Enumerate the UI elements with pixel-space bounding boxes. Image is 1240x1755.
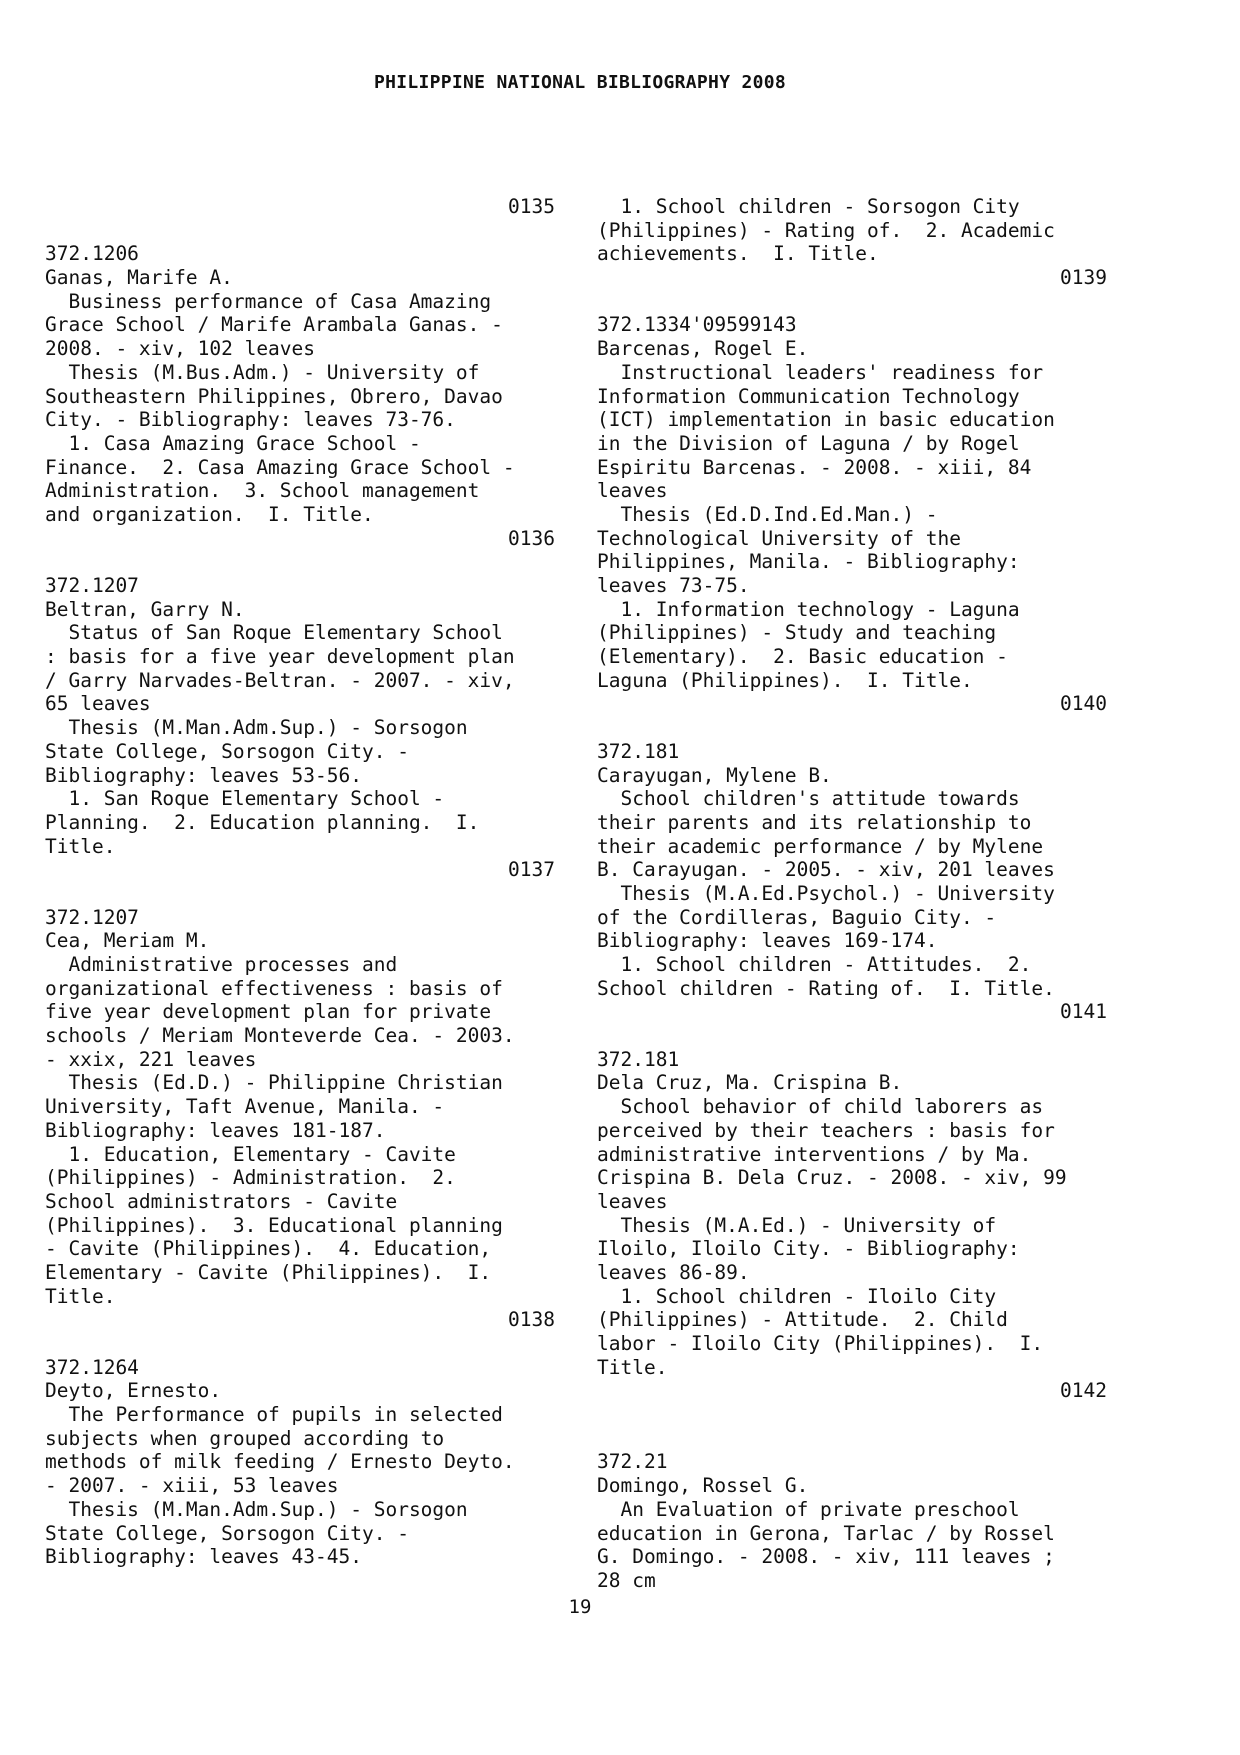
- entry-number: 0140: [1060, 692, 1107, 716]
- text-line: [45, 1332, 557, 1356]
- text-line: Thesis (M.Man.Adm.Sup.) - Sorsogon: [45, 716, 468, 740]
- text-line: Technological University of the: [597, 526, 961, 550]
- text-line: City. - Bibliography: leaves 73-76.: [45, 408, 456, 432]
- text-line: leaves 73-75.: [597, 574, 750, 597]
- text-line: 372.1334'09599143: [597, 313, 797, 337]
- text-line: Beltran, Garry N.: [45, 597, 245, 621]
- text-line: Administrative processes and: [45, 953, 398, 976]
- text-line: Business performance of Casa Amazing: [45, 289, 492, 313]
- text-line: Finance. 2. Casa Amazing Grace School -: [45, 455, 515, 479]
- text-line: 372.21: [597, 1450, 668, 1474]
- text-line: - 2007. - xiii, 53 leaves: [45, 1474, 339, 1498]
- text-line: their parents and its relationship to: [597, 810, 1032, 834]
- text-line: methods of milk feeding / Ernesto Deyto.: [45, 1450, 515, 1474]
- text-line: Title.: [45, 834, 116, 858]
- text-line: Status of San Roque Elementary School: [45, 621, 503, 645]
- text-line: 1. Education, Elementary - Cavite: [45, 1142, 456, 1166]
- text-line: labor - Iloilo City (Philippines). I.: [597, 1332, 1044, 1355]
- text-line: The Performance of pupils in selected: [45, 1403, 503, 1427]
- text-line: (Philippines) - Administration. 2.: [45, 1166, 456, 1190]
- text-line: Iloilo, Iloilo City. - Bibliography:: [597, 1237, 1020, 1261]
- text-line: 2008. - xiv, 102 leaves: [45, 337, 316, 361]
- text-line: 372.1206: [45, 242, 139, 266]
- text-line: Laguna (Philippines). I. Title.: [597, 668, 973, 692]
- entry-number: 0135: [508, 195, 555, 218]
- text-line: Thesis (Ed.D.Ind.Ed.Man.) -: [597, 502, 938, 526]
- text-line: Espiritu Barcenas. - 2008. - xiii, 84: [597, 455, 1032, 479]
- text-line: 372.181: [597, 1047, 680, 1071]
- text-line: Administration. 3. School management: [45, 479, 480, 503]
- text-line: Information Communication Technology: [597, 384, 1020, 408]
- text-line: Bibliography: leaves 169-174.: [597, 929, 938, 953]
- text-line: organizational effectiveness : basis of: [45, 976, 503, 1000]
- text-line: 372.181: [597, 739, 680, 763]
- right-column: [597, 195, 1109, 1593]
- text-line: 1. San Roque Elementary School -: [45, 787, 445, 811]
- entry-number: 0141: [1060, 1000, 1107, 1024]
- text-line: 1. School children - Sorsogon City: [597, 195, 1020, 218]
- text-line: Grace School / Marife Arambala Ganas. -: [45, 313, 503, 337]
- text-line: : basis for a five year development plan: [45, 645, 515, 669]
- text-line: (ICT) implementation in basic education: [597, 408, 1055, 432]
- text-line: Crispina B. Dela Cruz. - 2008. - xiv, 99: [597, 1166, 1067, 1190]
- text-line: Dela Cruz, Ma. Crispina B.: [597, 1071, 903, 1095]
- text-line: their academic performance / by Mylene: [597, 834, 1044, 858]
- text-line: (Philippines) - Attitude. 2. Child: [597, 1308, 1008, 1332]
- text-line: Cea, Meriam M.: [45, 929, 210, 953]
- text-line: [597, 1427, 1109, 1451]
- text-line: - Cavite (Philippines). 4. Education,: [45, 1237, 492, 1261]
- left-column: [45, 195, 557, 1569]
- text-line: 1. Information technology - Laguna: [597, 597, 1020, 621]
- text-line: B. Carayugan. - 2005. - xiv, 201 leaves: [597, 858, 1055, 882]
- text-line: School administrators - Cavite: [45, 1189, 398, 1213]
- text-line: Thesis (Ed.D.) - Philippine Christian: [45, 1071, 503, 1095]
- text-line: [597, 716, 1109, 740]
- text-line: (Elementary). 2. Basic education -: [597, 645, 1008, 669]
- text-line: schools / Meriam Monteverde Cea. - 2003.: [45, 1024, 515, 1048]
- text-line: Thesis (M.Bus.Adm.) - University of: [45, 360, 480, 384]
- text-line: - xxix, 221 leaves: [45, 1047, 257, 1071]
- text-line: University, Taft Avenue, Manila. -: [45, 1095, 445, 1119]
- page-number: 19: [568, 1596, 592, 1618]
- text-line: Elementary - Cavite (Philippines). I.: [45, 1260, 492, 1284]
- text-line: of the Cordilleras, Baguio City. -: [597, 905, 997, 929]
- text-line: education in Gerona, Tarlac / by Rossel: [597, 1521, 1055, 1545]
- text-line: [597, 290, 1109, 314]
- text-line: perceived by their teachers : basis for: [597, 1118, 1055, 1142]
- text-line: achievements. I. Title.: [597, 242, 879, 266]
- text-line: Bibliography: leaves 43-45.: [45, 1545, 362, 1569]
- text-line: School behavior of child laborers as: [597, 1095, 1044, 1119]
- text-line: Thesis (M.A.Ed.Psychol.) - University: [597, 881, 1055, 905]
- text-line: Carayugan, Mylene B.: [597, 763, 832, 787]
- text-line: Thesis (M.A.Ed.) - University of: [597, 1213, 997, 1237]
- text-line: School children's attitude towards: [597, 787, 1020, 811]
- text-line: Thesis (M.Man.Adm.Sup.) - Sorsogon: [45, 1497, 468, 1521]
- text-line: [597, 1024, 1109, 1048]
- text-line: (Philippines) - Study and teaching: [597, 621, 997, 645]
- entry-number: 0137: [508, 858, 555, 882]
- entry-number: 0139: [1060, 266, 1107, 290]
- text-line: [597, 1403, 1109, 1427]
- text-line: [45, 219, 557, 243]
- text-line: Deyto, Ernesto.: [45, 1379, 222, 1403]
- text-line: administrative interventions / by Ma.: [597, 1142, 1032, 1166]
- text-line: Southeastern Philippines, Obrero, Davao: [45, 384, 503, 408]
- text-line: G. Domingo. - 2008. - xiv, 111 leaves ;: [597, 1545, 1055, 1569]
- text-line: Instructional leaders' readiness for: [597, 360, 1044, 384]
- text-line: 1. School children - Attitudes. 2.: [597, 953, 1032, 976]
- text-line: subjects when grouped according to: [45, 1426, 445, 1450]
- text-line: 1. Casa Amazing Grace School -: [45, 431, 421, 455]
- text-line: Ganas, Marife A.: [45, 266, 233, 290]
- text-line: (Philippines) - Rating of. 2. Academic: [597, 218, 1055, 242]
- text-line: 372.1207: [45, 905, 139, 929]
- text-line: Barcenas, Rogel E.: [597, 337, 809, 361]
- page-title: PHILIPPINE NATIONAL BIBLIOGRAPHY 2008: [373, 72, 787, 93]
- text-line: Planning. 2. Education planning. I.: [45, 810, 480, 834]
- text-line: Title.: [597, 1355, 668, 1379]
- text-line: [45, 882, 557, 906]
- entry-number: 0136: [508, 526, 555, 550]
- text-line: five year development plan for private: [45, 1000, 492, 1024]
- text-line: [45, 550, 557, 574]
- text-line: Title.: [45, 1284, 116, 1308]
- text-line: 65 leaves: [45, 692, 151, 716]
- text-line: 28 cm: [597, 1568, 656, 1592]
- text-line: 372.1264: [45, 1355, 139, 1379]
- text-line: Bibliography: leaves 181-187.: [45, 1118, 386, 1142]
- text-line: and organization. I. Title.: [45, 502, 374, 526]
- text-line: leaves: [597, 1189, 668, 1213]
- entry-number: 0138: [508, 1308, 555, 1332]
- text-line: Bibliography: leaves 53-56.: [45, 763, 362, 787]
- text-line: Philippines, Manila. - Bibliography:: [597, 550, 1020, 574]
- text-line: leaves: [597, 479, 668, 503]
- text-line: (Philippines). 3. Educational planning: [45, 1213, 503, 1237]
- text-line: State College, Sorsogon City. -: [45, 739, 409, 763]
- text-line: Domingo, Rossel G.: [597, 1474, 809, 1498]
- text-line: leaves 86-89.: [597, 1260, 750, 1284]
- text-line: School children - Rating of. I. Title.: [597, 976, 1055, 1000]
- text-line: in the Division of Laguna / by Rogel: [597, 431, 1020, 455]
- entry-number: 0142: [1060, 1379, 1107, 1403]
- text-line: 372.1207: [45, 574, 139, 597]
- text-line: An Evaluation of private preschool: [597, 1497, 1020, 1521]
- text-line: 1. School children - Iloilo City: [597, 1284, 997, 1308]
- text-line: State College, Sorsogon City. -: [45, 1521, 409, 1545]
- text-line: / Garry Narvades-Beltran. - 2007. - xiv,: [45, 668, 515, 692]
